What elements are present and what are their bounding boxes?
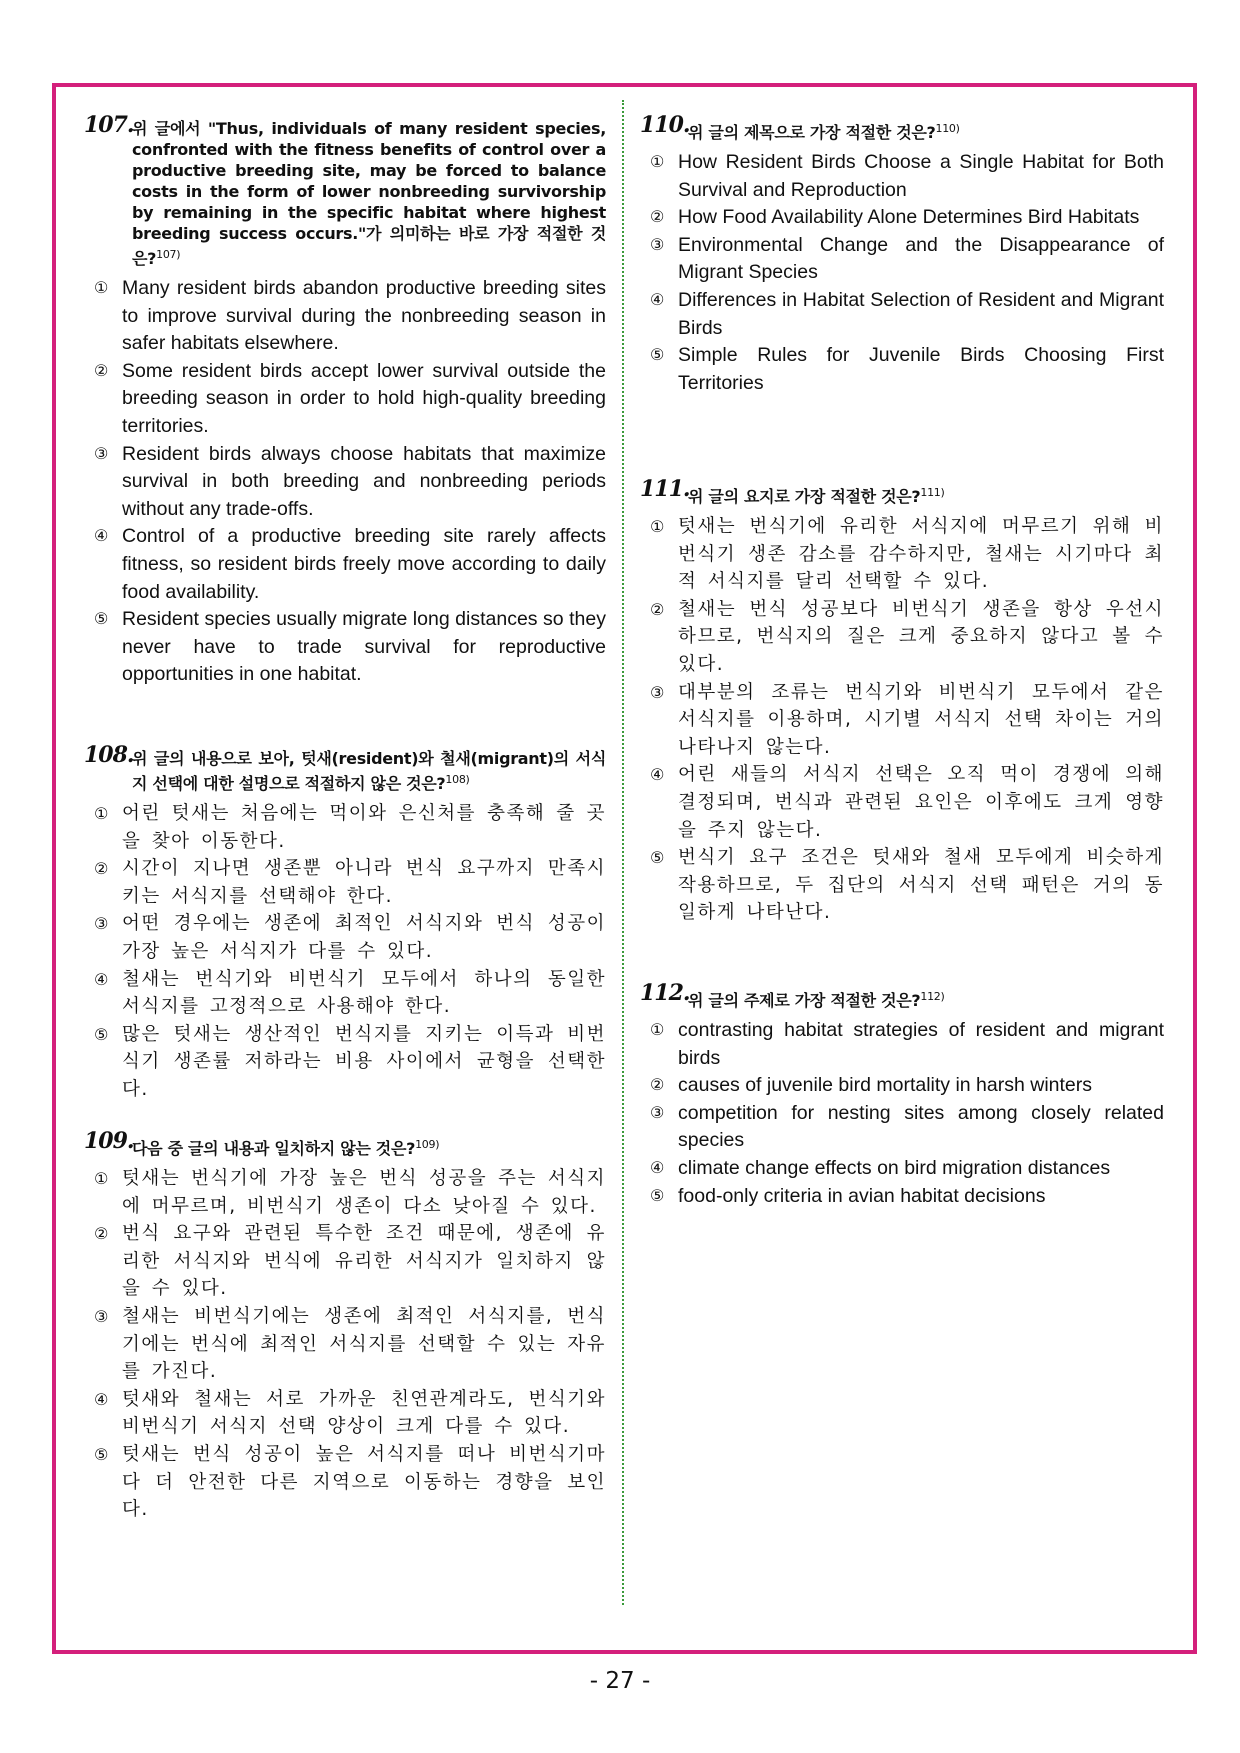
answer-option[interactable]	[84, 1021, 606, 1104]
option-text: 시간이 지나면 생존뿐 아니라 번식 요구까지 만족시키는 서식지를 선택해야 한다.	[122, 858, 606, 907]
option-marker: ④	[650, 1159, 665, 1177]
question-prompt	[640, 980, 1164, 1011]
option-marker: ②	[650, 599, 666, 619]
answer-option[interactable]	[84, 855, 606, 910]
question-110	[640, 112, 1164, 397]
question-number: 111.	[640, 476, 690, 502]
column-divider	[622, 100, 624, 1605]
question-prompt	[640, 476, 1164, 507]
option-marker: ③	[650, 682, 666, 702]
option-text: How Resident Birds Choose a Single Habitat for Both Survival and Reproduction	[678, 151, 1164, 201]
question-text: 위 글의 내용으로 보아, 텃새(resident)와 철새(migrant)의 서식지 선택에 대한 설명으로 적절하지 않은 것은?	[132, 749, 606, 793]
answer-option[interactable]	[640, 1155, 1164, 1183]
question-number: 110.	[640, 112, 690, 138]
option-text: 어린 텃새는 처음에는 먹이와 은신처를 충족해 줄 곳을 찾아 이동한다.	[122, 803, 606, 852]
answer-option[interactable]	[84, 441, 606, 524]
option-text: Resident species usually migrate long distances so they never have to trade survival for reproductive opportunities in one habitat.	[122, 608, 606, 686]
answer-option[interactable]	[640, 287, 1164, 342]
option-text: 텃새는 번식기에 유리한 서식지에 머무르기 위해 비번식기 생존 감소를 감수하지만, 철새는 시기마다 최적 서식지를 달리 선택할 수 있다.	[678, 516, 1164, 593]
option-text: 대부분의 조류는 번식기와 비번식기 모두에서 같은 서식지를 이용하며, 시기별 서식지 선택 차이는 거의 나타나지 않는다.	[678, 681, 1164, 758]
option-text: Control of a productive breeding site rarely affects fitness, so resident birds freely move according to daily food availability.	[122, 525, 606, 603]
answer-option[interactable]	[640, 1183, 1164, 1211]
option-text: 철새는 비번식기에는 생존에 최적인 서식지를, 번식기에는 번식에 최적인 서식지를 선택할 수 있는 자유를 가진다.	[122, 1305, 606, 1383]
question-prompt	[84, 1128, 606, 1159]
question-text: 다음 중 글의 내용과 일치하지 않는 것은?	[132, 1139, 416, 1158]
answer-option[interactable]	[84, 800, 606, 855]
question-111	[640, 476, 1164, 927]
question-text: 위 글의 제목으로 가장 적절한 것은?	[688, 123, 936, 142]
question-text: 위 글에서 "Thus, individuals of many resident species, confronted with the fitness benefits of control over a productive breeding site, may be forced to balance costs in the form of lower nonbreeding survivorship by remaining in the specific habitat where highest breeding success occurs."가 의미하는 바로 가장 적절한 것은?	[132, 119, 606, 268]
option-marker: ⑤	[650, 347, 665, 365]
option-marker: ③	[94, 1306, 110, 1326]
question-prompt	[84, 112, 606, 269]
option-marker: ②	[94, 859, 110, 879]
question-109	[84, 1128, 606, 1524]
option-marker: ②	[94, 362, 109, 380]
option-text: Environmental Change and the Disappearance of Migrant Species	[678, 233, 1164, 284]
option-marker: ⑤	[94, 1024, 110, 1044]
answer-option[interactable]	[84, 275, 606, 358]
option-text: climate change effects on bird migration distances	[678, 1156, 1111, 1179]
option-marker: ⑤	[94, 1444, 110, 1464]
option-marker: ④	[94, 1389, 110, 1409]
question-text: 위 글의 요지로 가장 적절한 것은?	[688, 487, 921, 506]
question-number: 108.	[84, 742, 134, 768]
answer-option[interactable]	[640, 513, 1164, 596]
answer-option[interactable]	[640, 1017, 1164, 1072]
option-marker: ⑤	[650, 848, 666, 868]
option-marker: ①	[650, 1022, 665, 1039]
option-text: 텃새는 번식 성공이 높은 서식지를 떠나 비번식기마다 더 안전한 다른 지역으로 이동하는 경향을 보인다.	[122, 1443, 606, 1521]
question-prompt	[84, 742, 606, 794]
answer-option[interactable]	[84, 1165, 606, 1220]
answer-option[interactable]	[640, 342, 1164, 397]
footnote-ref: 108)	[445, 773, 470, 786]
answer-option[interactable]	[640, 204, 1164, 232]
answer-option[interactable]	[640, 232, 1164, 287]
option-text: 번식 요구와 관련된 특수한 조건 때문에, 생존에 유리한 서식지와 번식에 유리한 서식지가 일치하지 않을 수 있다.	[122, 1223, 606, 1300]
option-text: 철새는 번식 성공보다 비번식기 생존을 항상 우선시하므로, 번식지의 질은 크게 중요하지 않다고 볼 수 있다.	[678, 598, 1164, 675]
question-text: 위 글의 주제로 가장 적절한 것은?	[688, 991, 921, 1010]
footnote-ref: 111)	[920, 486, 945, 499]
answer-option[interactable]	[640, 844, 1164, 927]
page-number: - 27 -	[589, 1668, 651, 1694]
option-text: 어떤 경우에는 생존에 최적인 서식지와 번식 성공이 가장 높은 서식지가 다를 수 있다.	[122, 913, 606, 962]
answer-option[interactable]	[84, 1386, 606, 1441]
answer-option[interactable]	[84, 1441, 606, 1524]
footnote-ref: 112)	[920, 990, 945, 1003]
option-marker: ⑤	[94, 611, 109, 629]
option-text: Resident birds always choose habitats that maximize survival in both breeding and nonbreeding periods without any trade-offs.	[122, 442, 606, 520]
option-marker: ②	[94, 1224, 110, 1244]
footnote-ref: 110)	[935, 122, 960, 135]
footnote-ref: 107)	[156, 248, 181, 261]
option-text: 많은 텃새는 생산적인 번식지를 지키는 이득과 비번식기 생존률 저하라는 비용 사이에서 균형을 선택한다.	[122, 1023, 606, 1100]
option-text: 어린 새들의 서식지 선택은 오직 먹이 경쟁에 의해 결정되며, 번식과 관련된 요인은 이후에도 크게 영향을 주지 않는다.	[678, 764, 1164, 841]
option-marker: ④	[94, 969, 110, 989]
answer-option[interactable]	[640, 761, 1164, 844]
answer-option[interactable]	[640, 1072, 1164, 1100]
option-text: How Food Availability Alone Determines Bird Habitats	[678, 206, 1140, 229]
option-marker: ②	[650, 1077, 665, 1095]
option-marker: ③	[94, 914, 110, 934]
option-marker: ①	[94, 804, 110, 823]
option-marker: ②	[650, 209, 665, 227]
answer-option[interactable]	[84, 358, 606, 441]
answer-option[interactable]	[84, 910, 606, 965]
option-marker: ①	[650, 154, 665, 171]
option-marker: ①	[94, 1169, 110, 1188]
option-marker: ③	[650, 236, 665, 254]
question-number: 109.	[84, 1128, 134, 1154]
option-marker: ③	[94, 445, 109, 463]
option-text: Simple Rules for Juvenile Birds Choosing First Territories	[678, 344, 1164, 394]
question-112	[640, 980, 1164, 1210]
option-marker: ④	[650, 291, 665, 309]
question-prompt	[640, 112, 1164, 143]
question-number: 112.	[640, 980, 690, 1006]
option-text: contrasting habitat strategies of resident and migrant birds	[678, 1019, 1164, 1069]
option-text: Differences in Habitat Selection of Resident and Migrant Birds	[678, 288, 1164, 339]
answer-option[interactable]	[84, 1303, 606, 1386]
answer-option[interactable]	[640, 149, 1164, 204]
option-text: causes of juvenile bird mortality in harsh winters	[678, 1074, 1093, 1097]
option-text: competition for nesting sites among closely related species	[678, 1101, 1164, 1152]
option-text: Some resident birds accept lower survival outside the breeding season in order to hold high-quality breeding territories.	[122, 359, 606, 437]
answer-option[interactable]	[84, 606, 606, 689]
option-marker: ④	[650, 765, 666, 785]
answer-option[interactable]	[84, 1220, 606, 1303]
option-marker: ④	[94, 528, 109, 546]
option-text: 철새는 번식기와 비번식기 모두에서 하나의 동일한 서식지를 고정적으로 사용해야 한다.	[122, 968, 606, 1018]
answer-option[interactable]	[84, 966, 606, 1021]
answer-option[interactable]	[640, 679, 1164, 762]
option-text: 텃새는 번식기에 가장 높은 번식 성공을 주는 서식지에 머무르며, 비번식기 생존이 다소 낮아질 수 있다.	[122, 1168, 606, 1217]
answer-option[interactable]	[640, 1100, 1164, 1155]
question-number: 107.	[84, 112, 134, 138]
answer-option[interactable]	[640, 596, 1164, 679]
option-text: 번식기 요구 조건은 텃새와 철새 모두에게 비슷하게 작용하므로, 두 집단의 서식지 선택 패턴은 거의 동일하게 나타난다.	[678, 847, 1164, 924]
option-marker: ①	[650, 517, 666, 536]
option-marker: ⑤	[650, 1187, 665, 1205]
option-text: Many resident birds abandon productive breeding sites to improve survival during the nonbreeding season in safer habitats elsewhere.	[122, 277, 606, 355]
option-text: 텃새와 철새는 서로 가까운 친연관계라도, 번식기와 비번식기 서식지 선택 양상이 크게 다를 수 있다.	[122, 1388, 606, 1438]
option-text: food-only criteria in avian habitat decisions	[678, 1184, 1046, 1207]
option-marker: ①	[94, 280, 109, 297]
question-108	[84, 742, 606, 1104]
question-107	[84, 112, 606, 689]
option-marker: ③	[650, 1104, 665, 1122]
footnote-ref: 109)	[415, 1138, 440, 1151]
answer-option[interactable]	[84, 523, 606, 606]
